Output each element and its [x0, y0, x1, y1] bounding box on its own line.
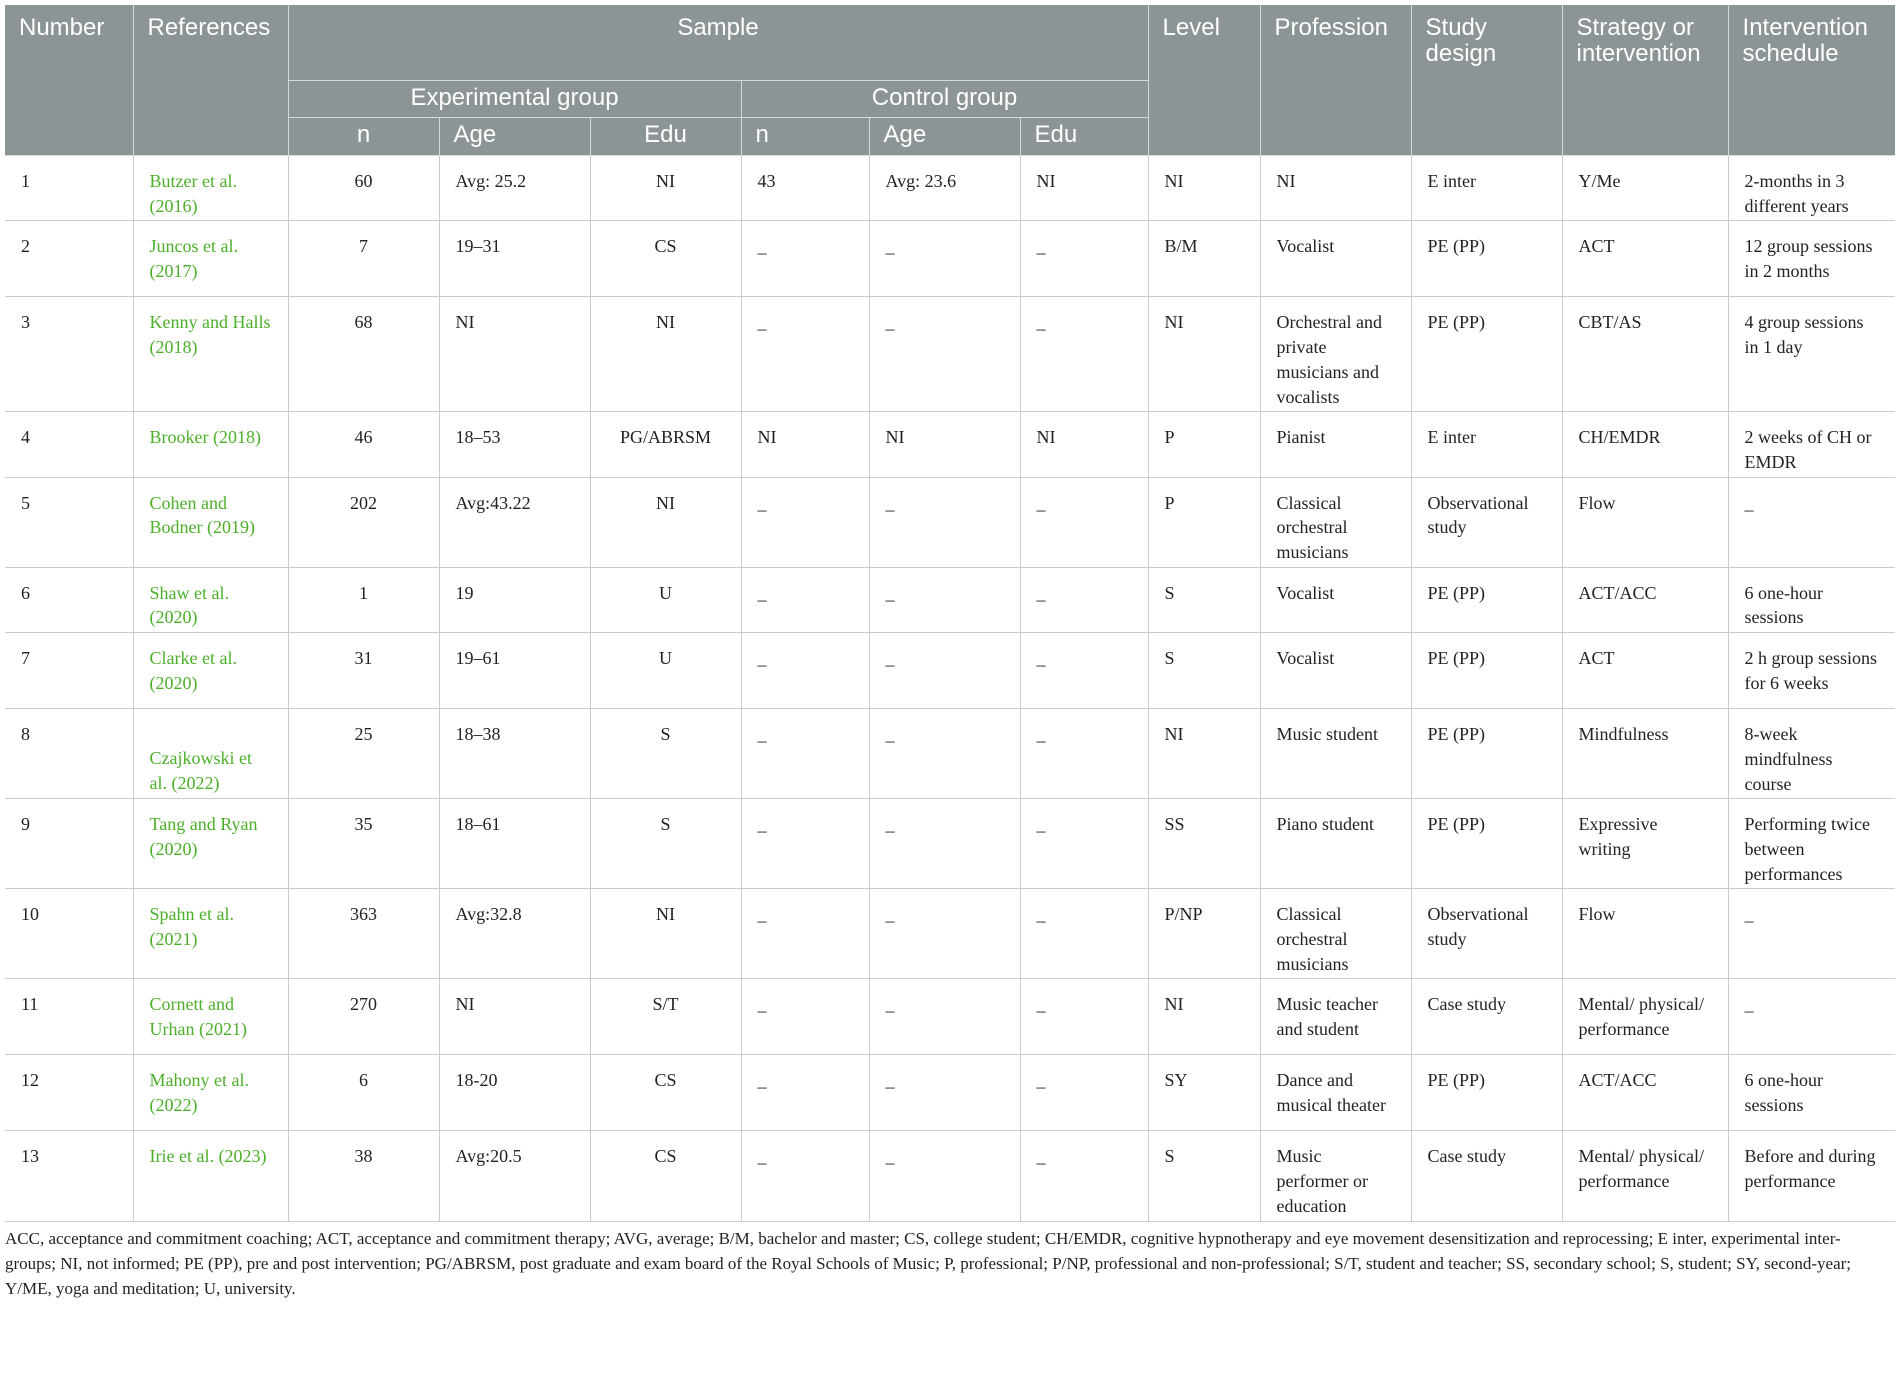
cell-profession: Vocalist: [1260, 567, 1411, 632]
cell-strategy: ACT: [1562, 633, 1728, 709]
cell-exp-n: 202: [288, 477, 439, 567]
cell-exp-age: 18–61: [439, 799, 590, 889]
header-exp-n: n: [288, 118, 439, 156]
cell-ctl-age: _: [869, 221, 1020, 297]
cell-strategy: Expressive writing: [1562, 799, 1728, 889]
table-row: [5, 1055, 1895, 1131]
cell-strategy: ACT: [1562, 221, 1728, 297]
cell-exp-edu: S: [590, 799, 741, 889]
cell-ctl-age: _: [869, 633, 1020, 709]
cell-ctl-n: _: [741, 477, 869, 567]
cell-ctl-age: _: [869, 799, 1020, 889]
cell-ctl-age: _: [869, 567, 1020, 632]
cell-ctl-edu: _: [1020, 477, 1148, 567]
cell-number: 4: [5, 412, 133, 477]
cell-ctl-age: _: [869, 477, 1020, 567]
cell-ctl-n: 43: [741, 156, 869, 221]
reference-link[interactable]: Juncos et al. (2017): [133, 221, 288, 297]
cell-study-design: Observational study: [1411, 889, 1562, 979]
cell-level: NI: [1148, 156, 1260, 221]
cell-study-design: PE (PP): [1411, 221, 1562, 297]
table-row: [5, 297, 1895, 412]
cell-strategy: Flow: [1562, 477, 1728, 567]
reference-link[interactable]: Cohen and Bodner (2019): [133, 477, 288, 567]
cell-exp-age: 19–31: [439, 221, 590, 297]
cell-strategy: CH/EMDR: [1562, 412, 1728, 477]
cell-exp-n: 363: [288, 889, 439, 979]
cell-exp-n: 60: [288, 156, 439, 221]
reference-link[interactable]: Cornett and Urhan (2021): [133, 979, 288, 1055]
cell-number: 7: [5, 633, 133, 709]
cell-profession: Classical orchestral musicians: [1260, 477, 1411, 567]
reference-link[interactable]: Shaw et al. (2020): [133, 567, 288, 632]
studies-table: [5, 5, 1895, 1222]
cell-exp-n: 25: [288, 709, 439, 799]
cell-level: P/NP: [1148, 889, 1260, 979]
cell-ctl-age: _: [869, 979, 1020, 1055]
cell-exp-n: 35: [288, 799, 439, 889]
cell-schedule: 8-week mindfulness course: [1728, 709, 1895, 799]
cell-exp-edu: PG/ABRSM: [590, 412, 741, 477]
cell-study-design: PE (PP): [1411, 709, 1562, 799]
cell-profession: Music performer or education: [1260, 1131, 1411, 1221]
cell-study-design: PE (PP): [1411, 567, 1562, 632]
cell-ctl-n: _: [741, 567, 869, 632]
table-row: [5, 633, 1895, 709]
cell-exp-edu: CS: [590, 221, 741, 297]
cell-level: NI: [1148, 709, 1260, 799]
cell-profession: Pianist: [1260, 412, 1411, 477]
table-container: [5, 5, 1895, 1301]
cell-study-design: PE (PP): [1411, 297, 1562, 412]
cell-study-design: E inter: [1411, 156, 1562, 221]
cell-ctl-n: _: [741, 221, 869, 297]
reference-link[interactable]: Tang and Ryan (2020): [133, 799, 288, 889]
cell-exp-edu: CS: [590, 1055, 741, 1131]
cell-exp-edu: S/T: [590, 979, 741, 1055]
cell-ctl-age: _: [869, 889, 1020, 979]
cell-schedule: _: [1728, 477, 1895, 567]
cell-exp-n: 38: [288, 1131, 439, 1221]
table-row: [5, 477, 1895, 567]
cell-strategy: Mindfulness: [1562, 709, 1728, 799]
cell-study-design: Observational study: [1411, 477, 1562, 567]
cell-exp-n: 46: [288, 412, 439, 477]
header-study-design: Study design: [1411, 5, 1562, 156]
reference-link[interactable]: Czajkowski et al. (2022): [133, 709, 288, 799]
cell-ctl-edu: _: [1020, 979, 1148, 1055]
cell-ctl-n: _: [741, 709, 869, 799]
cell-schedule: Performing twice between performances: [1728, 799, 1895, 889]
cell-number: 8: [5, 709, 133, 799]
table-row: [5, 567, 1895, 632]
cell-schedule: Before and during performance: [1728, 1131, 1895, 1221]
cell-strategy: CBT/AS: [1562, 297, 1728, 412]
header-experimental-group: Experimental group: [288, 81, 741, 118]
cell-ctl-age: Avg: 23.6: [869, 156, 1020, 221]
cell-profession: Orchestral and private musicians and vocalists: [1260, 297, 1411, 412]
cell-exp-edu: U: [590, 633, 741, 709]
cell-level: S: [1148, 633, 1260, 709]
cell-exp-edu: U: [590, 567, 741, 632]
cell-schedule: 6 one-hour sessions: [1728, 1055, 1895, 1131]
cell-strategy: Mental/ physical/ performance: [1562, 979, 1728, 1055]
cell-exp-age: NI: [439, 979, 590, 1055]
cell-exp-age: Avg:32.8: [439, 889, 590, 979]
cell-strategy: Y/Me: [1562, 156, 1728, 221]
cell-ctl-age: _: [869, 1131, 1020, 1221]
cell-schedule: 4 group sessions in 1 day: [1728, 297, 1895, 412]
cell-number: 5: [5, 477, 133, 567]
cell-exp-age: Avg: 25.2: [439, 156, 590, 221]
reference-link[interactable]: Mahony et al. (2022): [133, 1055, 288, 1131]
cell-number: 6: [5, 567, 133, 632]
cell-exp-n: 270: [288, 979, 439, 1055]
cell-profession: Classical orchestral musicians: [1260, 889, 1411, 979]
table-row: [5, 1131, 1895, 1221]
cell-level: B/M: [1148, 221, 1260, 297]
cell-exp-edu: NI: [590, 297, 741, 412]
cell-exp-edu: S: [590, 709, 741, 799]
cell-exp-age: Avg:43.22: [439, 477, 590, 567]
reference-link[interactable]: Kenny and Halls (2018): [133, 297, 288, 412]
cell-number: 10: [5, 889, 133, 979]
cell-level: S: [1148, 567, 1260, 632]
cell-ctl-n: _: [741, 633, 869, 709]
cell-profession: Music teacher and student: [1260, 979, 1411, 1055]
header-ctl-edu: Edu: [1020, 118, 1148, 156]
cell-schedule: _: [1728, 889, 1895, 979]
cell-ctl-edu: _: [1020, 1055, 1148, 1131]
cell-schedule: 2 weeks of CH or EMDR: [1728, 412, 1895, 477]
cell-profession: Piano student: [1260, 799, 1411, 889]
cell-level: NI: [1148, 979, 1260, 1055]
table-row: [5, 979, 1895, 1055]
cell-exp-n: 7: [288, 221, 439, 297]
cell-ctl-age: _: [869, 709, 1020, 799]
reference-link[interactable]: Clarke et al. (2020): [133, 633, 288, 709]
cell-level: P: [1148, 477, 1260, 567]
cell-strategy: Flow: [1562, 889, 1728, 979]
cell-ctl-n: _: [741, 1131, 869, 1221]
cell-ctl-edu: NI: [1020, 156, 1148, 221]
header-exp-age: Age: [439, 118, 590, 156]
cell-schedule: 12 group sessions in 2 months: [1728, 221, 1895, 297]
table-header: [5, 5, 1895, 156]
cell-exp-n: 68: [288, 297, 439, 412]
cell-ctl-age: NI: [869, 412, 1020, 477]
table-row: [5, 889, 1895, 979]
header-sample: Sample: [288, 5, 1148, 81]
cell-exp-age: 18–53: [439, 412, 590, 477]
cell-ctl-n: NI: [741, 412, 869, 477]
cell-number: 1: [5, 156, 133, 221]
cell-level: P: [1148, 412, 1260, 477]
cell-exp-edu: NI: [590, 477, 741, 567]
cell-exp-edu: NI: [590, 889, 741, 979]
cell-number: 3: [5, 297, 133, 412]
cell-ctl-age: _: [869, 297, 1020, 412]
header-profession: Profession: [1260, 5, 1411, 156]
cell-exp-n: 1: [288, 567, 439, 632]
table-body: [5, 156, 1895, 1222]
reference-link[interactable]: Spahn et al. (2021): [133, 889, 288, 979]
cell-exp-edu: CS: [590, 1131, 741, 1221]
table-row: [5, 156, 1895, 221]
cell-profession: Music student: [1260, 709, 1411, 799]
cell-number: 13: [5, 1131, 133, 1221]
cell-ctl-edu: _: [1020, 633, 1148, 709]
cell-ctl-n: _: [741, 1055, 869, 1131]
cell-strategy: ACT/ACC: [1562, 1055, 1728, 1131]
cell-study-design: Case study: [1411, 1131, 1562, 1221]
cell-exp-age: NI: [439, 297, 590, 412]
cell-exp-age: 18-20: [439, 1055, 590, 1131]
cell-strategy: ACT/ACC: [1562, 567, 1728, 632]
reference-link[interactable]: Brooker (2018): [133, 412, 288, 477]
cell-number: 12: [5, 1055, 133, 1131]
table-row: [5, 221, 1895, 297]
cell-exp-n: 6: [288, 1055, 439, 1131]
cell-ctl-edu: _: [1020, 709, 1148, 799]
cell-profession: Vocalist: [1260, 221, 1411, 297]
cell-study-design: E inter: [1411, 412, 1562, 477]
cell-ctl-age: _: [869, 1055, 1020, 1131]
cell-ctl-edu: _: [1020, 221, 1148, 297]
table-row: [5, 709, 1895, 799]
cell-ctl-n: _: [741, 979, 869, 1055]
table-footnote: ACC, acceptance and commitment coaching; ACT, acceptance and commitment therapy; AVG, average; B/M, bachelor and master; CS, college student; CH/EMDR, cognitive hypnotherapy and eye movement desensitization and reprocessing; E inter, experimental inter-groups; NI, not informed; PE (PP), pre and post intervention; PG/ABRSM, post graduate and exam board of the Royal Schools of Music; P, professional; P/NP, professional and non-professional; S/T, student and teacher; SS, secondary school; S, student; SY, second-year; Y/ME, yoga and meditation; U, university.: [5, 1228, 1852, 1298]
header-ctl-n: n: [741, 118, 869, 156]
header-schedule: Intervention schedule: [1728, 5, 1895, 156]
cell-exp-age: 19–61: [439, 633, 590, 709]
cell-profession: Dance and musical theater: [1260, 1055, 1411, 1131]
cell-ctl-n: _: [741, 297, 869, 412]
cell-exp-n: 31: [288, 633, 439, 709]
table-row: [5, 799, 1895, 889]
cell-strategy: Mental/ physical/ performance: [1562, 1131, 1728, 1221]
cell-level: S: [1148, 1131, 1260, 1221]
cell-profession: Vocalist: [1260, 633, 1411, 709]
cell-level: NI: [1148, 297, 1260, 412]
cell-exp-age: Avg:20.5: [439, 1131, 590, 1221]
cell-schedule: _: [1728, 979, 1895, 1055]
cell-study-design: Case study: [1411, 979, 1562, 1055]
cell-ctl-edu: _: [1020, 1131, 1148, 1221]
cell-schedule: 2 h group sessions for 6 weeks: [1728, 633, 1895, 709]
cell-ctl-edu: _: [1020, 297, 1148, 412]
cell-study-design: PE (PP): [1411, 1055, 1562, 1131]
header-control-group: Control group: [741, 81, 1148, 118]
cell-schedule: 6 one-hour sessions: [1728, 567, 1895, 632]
table-row: [5, 412, 1895, 477]
cell-schedule: 2-months in 3 different years: [1728, 156, 1895, 221]
reference-link[interactable]: Butzer et al. (2016): [133, 156, 288, 221]
cell-ctl-edu: NI: [1020, 412, 1148, 477]
header-ctl-age: Age: [869, 118, 1020, 156]
cell-study-design: PE (PP): [1411, 799, 1562, 889]
header-number: Number: [5, 5, 133, 156]
cell-number: 9: [5, 799, 133, 889]
cell-ctl-edu: _: [1020, 889, 1148, 979]
cell-study-design: PE (PP): [1411, 633, 1562, 709]
cell-number: 2: [5, 221, 133, 297]
cell-level: SS: [1148, 799, 1260, 889]
header-level: Level: [1148, 5, 1260, 156]
cell-ctl-n: _: [741, 889, 869, 979]
cell-ctl-edu: _: [1020, 567, 1148, 632]
cell-profession: NI: [1260, 156, 1411, 221]
cell-ctl-n: _: [741, 799, 869, 889]
cell-exp-edu: NI: [590, 156, 741, 221]
cell-level: SY: [1148, 1055, 1260, 1131]
cell-ctl-edu: _: [1020, 799, 1148, 889]
header-exp-edu: Edu: [590, 118, 741, 156]
cell-exp-age: 18–38: [439, 709, 590, 799]
cell-exp-age: 19: [439, 567, 590, 632]
cell-number: 11: [5, 979, 133, 1055]
header-strategy: Strategy or intervention: [1562, 5, 1728, 156]
header-references: References: [133, 5, 288, 156]
reference-link[interactable]: Irie et al. (2023): [133, 1131, 288, 1221]
